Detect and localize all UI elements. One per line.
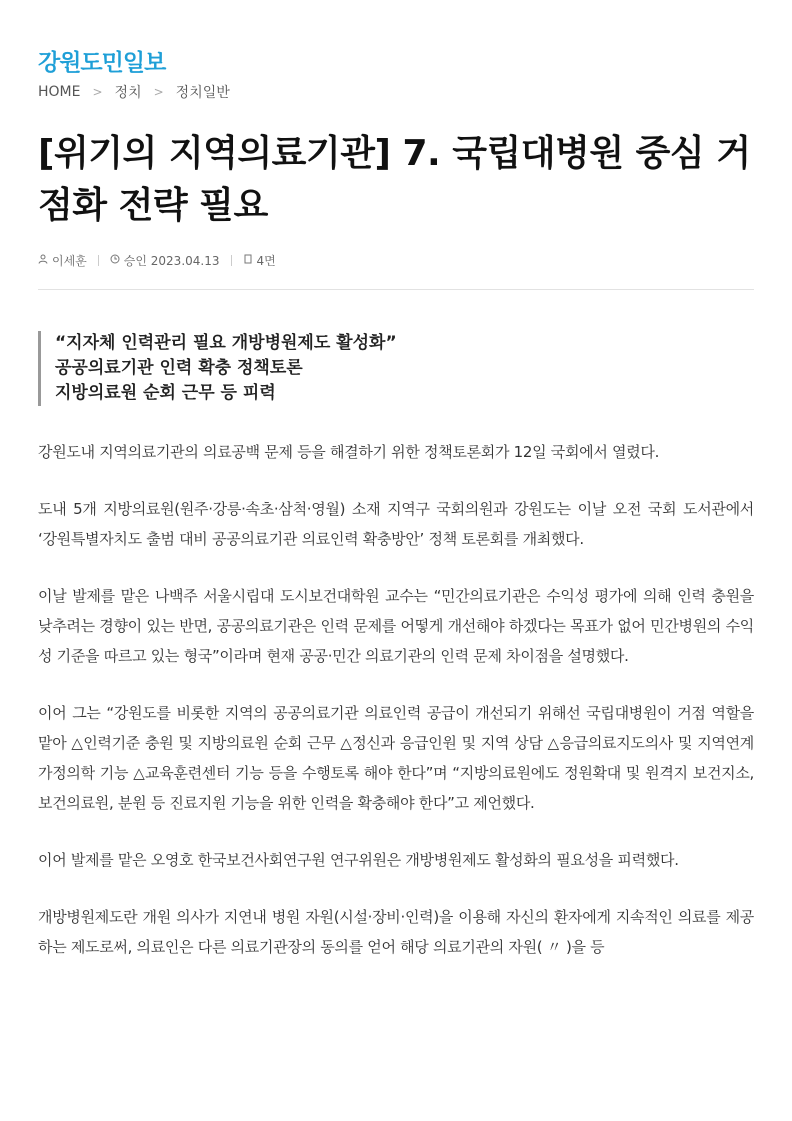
article-meta <box>38 252 276 269</box>
clock-icon <box>110 254 120 267</box>
subtitle-line: 지방의료원 순회 근무 등 피력 <box>55 383 276 403</box>
site-logo[interactable]: 강원도민일보 <box>38 50 166 76</box>
meta-divider <box>231 255 232 266</box>
page-number: 4면 <box>256 254 276 268</box>
breadcrumb-section[interactable]: 정치 <box>114 85 142 101</box>
meta-divider <box>98 255 99 266</box>
article-paragraph: 도내 5개 지방의료원(원주·강릉·속초·삼척·영월) 소재 지역구 국회의원과 강원도는 이날 오전 국회 도서관에서 ‘강원특별자치도 출범 대비 공공의료기관 의료인력 확충방안’ 정책 토론회를 개최했다. <box>38 500 754 548</box>
page-icon <box>243 254 253 267</box>
article-paragraph: 이날 발제를 맡은 나백주 서울시립대 도시보건대학원 교수는 “민간의료기관은 수익성 평가에 의해 인력 충원을 낮추려는 경향이 있는 반면, 공공의료기관은 인력 문제를 어떻게 개선해야 하겠다는 목표가 없어 민간병원의 수익성 기준을 따르고 있는 형국”이라며 현재 공공·민간 의료기관의 인력 문제 차이점을 설명했다. <box>38 587 754 665</box>
approved-date: 승인 2023.04.13 <box>123 254 220 268</box>
subtitle-line: “지자체 인력관리 필요 개방병원제도 활성화” <box>55 333 397 353</box>
article-title: [위기의 지역의료기관] 7. 국립대병원 중심 거점화 전략 필요 <box>38 133 751 226</box>
header-divider <box>38 289 754 290</box>
person-icon <box>38 254 48 267</box>
article-paragraph: 이어 발제를 맡은 오영호 한국보건사회연구원 연구위원은 개방병원제도 활성화의 필요성을 피력했다. <box>38 851 679 869</box>
chevron-right-icon: > <box>92 85 103 99</box>
article-paragraph: 강원도내 지역의료기관의 의료공백 문제 등을 해결하기 위한 정책토론회가 12일 국회에서 열렸다. <box>38 443 660 461</box>
breadcrumb-subsection[interactable]: 정치일반 <box>175 85 230 101</box>
article-paragraph: 개방병원제도란 개원 의사가 지연내 병원 자원(시설·장비·인력)을 이용해 자신의 환자에게 지속적인 의료를 제공하는 제도로써, 의료인은 다른 의료기관장의 동의를 얻어 해당 의료기관의 자원( 〃 )을 등 <box>38 908 754 956</box>
article-body <box>38 437 754 989</box>
meta-author <box>38 252 87 269</box>
breadcrumb-home[interactable]: HOME <box>38 84 81 100</box>
author-name[interactable]: 이세훈 <box>52 254 87 268</box>
breadcrumb <box>38 82 230 102</box>
meta-page <box>243 252 276 269</box>
meta-date <box>110 252 220 269</box>
article-paragraph: 이어 그는 “강원도를 비롯한 지역의 공공의료기관 의료인력 공급이 개선되기 위해선 국립대병원이 거점 역할을 맡아 △인력기준 충원 및 지방의료원 순회 근무 △정신과 응급인원 및 지역 상담 △응급의료지도의사 및 지역연계 가정의학 기능 △교육훈련센터 기능 등을 수행토록 해야 한다”며 “지방의료원에도 정원확대 및 원격지 보건지소, 보건의료원, 분원 등 진료지원 기능을 위한 인력을 확충해야 한다”고 제언했다. <box>38 704 754 812</box>
article-subtitles <box>38 331 397 406</box>
subtitle-line: 공공의료기관 인력 확충 정책토론 <box>55 358 303 378</box>
chevron-right-icon: > <box>153 85 164 99</box>
